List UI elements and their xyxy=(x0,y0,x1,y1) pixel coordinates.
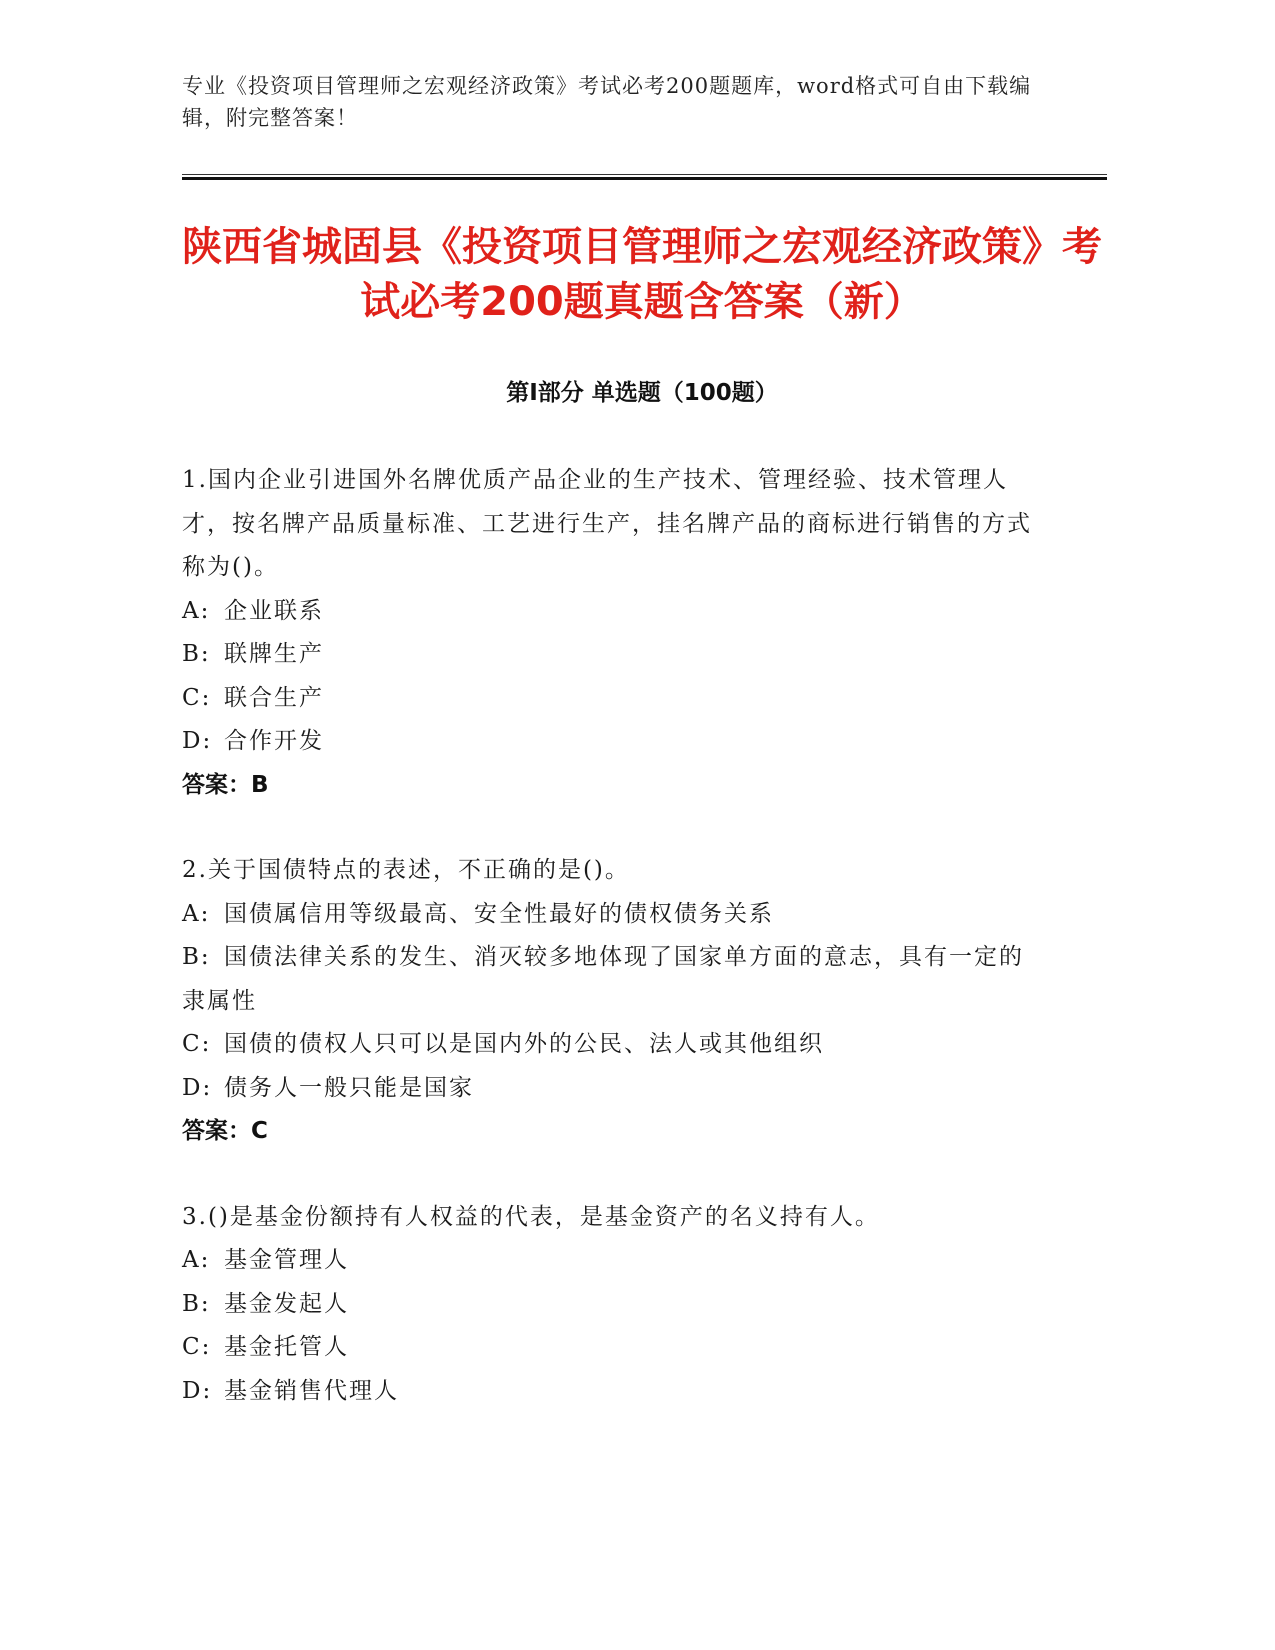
option-text: 国债法律关系的发生、消灭较多地体现了国家单方面的意志，具有一定的隶属性 xyxy=(182,944,1024,1014)
option-text: 债务人一般只能是国家 xyxy=(224,1074,474,1101)
option-label: B: xyxy=(182,641,211,667)
option-c xyxy=(182,677,1032,721)
option-label: B: xyxy=(182,944,211,970)
answer-line: 答案：C xyxy=(182,1118,268,1144)
answer-line: 答案：B xyxy=(182,771,269,798)
option-text: 基金管理人 xyxy=(224,1247,349,1273)
option-b xyxy=(182,1283,1032,1327)
option-label: B: xyxy=(182,1290,211,1317)
option-text: 国债的债权人只可以是国内外的公民、法人或其他组织 xyxy=(224,1031,824,1057)
header-note: 专业《投资项目管理师之宏观经济政策》考试必考200题题库，word格式可自由下载编辑，附完整答案！ xyxy=(182,74,1032,130)
divider-thin-line xyxy=(182,174,1107,175)
option-label: D: xyxy=(182,728,213,754)
option-text: 联牌生产 xyxy=(224,641,324,667)
option-text: 联合生产 xyxy=(224,684,324,711)
option-text: 国债属信用等级最高、安全性最好的债权债务关系 xyxy=(224,900,774,927)
option-text: 企业联系 xyxy=(224,597,324,624)
option-a xyxy=(182,590,1032,634)
option-d xyxy=(182,720,1032,764)
question-stem: 2.关于国债特点的表述，不正确的是()。 xyxy=(182,857,630,883)
question-stem: 1.国内企业引进国外名牌优质产品企业的生产技术、管理经验、技术管理人才，按名牌产品质量标准、工艺进行生产，挂名牌产品的商标进行销售的方式称为()。 xyxy=(182,467,1032,580)
option-label: D: xyxy=(182,1074,213,1101)
question-2 xyxy=(182,849,1102,1154)
divider-thick-line xyxy=(182,177,1107,180)
option-label: A: xyxy=(182,1247,211,1273)
option-label: C: xyxy=(182,1031,212,1057)
document-title: 陕西省城固县《投资项目管理师之宏观经济政策》考试必考200题真题含答案（新） xyxy=(182,224,1102,325)
option-label: A: xyxy=(182,900,211,927)
document-page xyxy=(182,70,1102,1455)
option-a xyxy=(182,1239,1032,1283)
question-3 xyxy=(182,1196,1102,1414)
option-label: C: xyxy=(182,684,212,711)
option-text: 基金托管人 xyxy=(224,1334,349,1360)
option-b xyxy=(182,633,1032,677)
option-d xyxy=(182,1370,1032,1414)
option-text: 合作开发 xyxy=(224,728,324,754)
question-list xyxy=(182,459,1102,1413)
option-text: 基金发起人 xyxy=(224,1290,349,1317)
option-c xyxy=(182,1326,1032,1370)
option-label: D: xyxy=(182,1377,213,1404)
option-text: 基金销售代理人 xyxy=(224,1377,399,1404)
option-d xyxy=(182,1067,1032,1111)
option-c xyxy=(182,1023,1032,1067)
option-label: C: xyxy=(182,1334,212,1360)
option-a xyxy=(182,893,1032,937)
header-divider xyxy=(182,174,1107,180)
section-title: 第Ⅰ部分 单选题（100题） xyxy=(506,380,778,406)
option-b xyxy=(182,936,1032,1023)
question-stem: 3.()是基金份额持有人权益的代表，是基金资产的名义持有人。 xyxy=(182,1203,880,1230)
option-label: A: xyxy=(182,597,211,624)
question-1 xyxy=(182,459,1102,807)
